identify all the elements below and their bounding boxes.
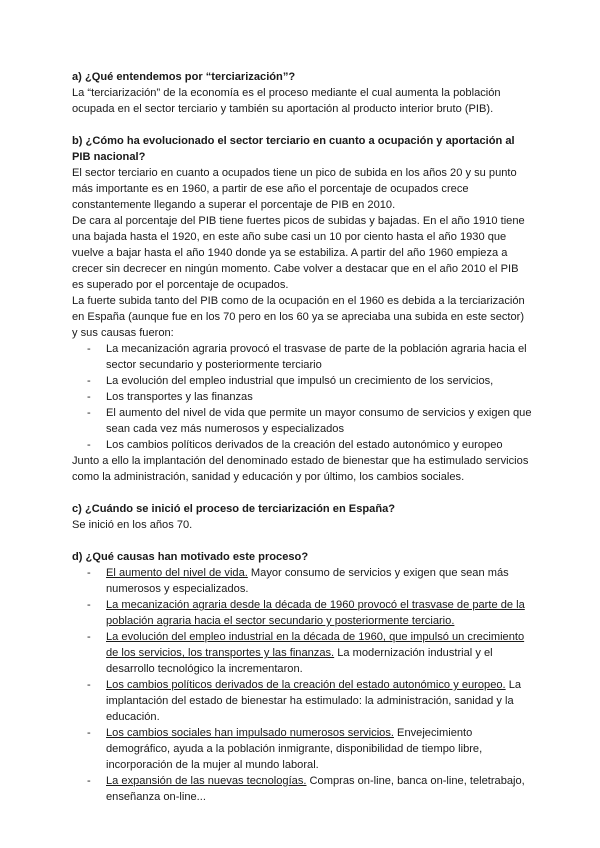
list-item: - El aumento del nivel de vida. Mayor consumo de servicios y exigen que sean más numerosos y especializados. <box>87 567 509 595</box>
list-item: - Los cambios políticos derivados de la creación del estado autonómico y europeo. La implantación del estado de bienestar ha estimulado: la administración, sanidad y la educación. <box>87 679 522 723</box>
section-d <box>72 549 532 805</box>
answer-a: La “terciarización” de la economía es el proceso mediante el cual aumenta la población ocupada en el sector terciario y también su aportación al producto interior bruto (PIB). <box>72 87 501 115</box>
list-item: - El aumento del nivel de vida que permite un mayor consumo de servicios y exigen que sean cada vez más numerosos y especializados <box>87 407 532 435</box>
underlined-cause: Los cambios sociales han impulsado numerosos servicios. <box>106 727 394 739</box>
document-page <box>72 69 532 821</box>
list-item: - La expansión de las nuevas tecnologías. Compras on-line, banca on-line, teletrabajo, enseñanza on-line... <box>87 775 525 803</box>
question-c: c) ¿Cuándo se inició el proceso de terciarización en España? <box>72 503 396 515</box>
answer-b-paragraph-2: De cara al porcentaje del PIB tiene fuertes picos de subidas y bajadas. En el año 1910 tiene una bajada hasta el 1920, en este año sube casi un 10 por ciento hasta el año 1930 que vuelve a bajar hasta el año 1940 donde ya se estabiliza. A partir del año 1960 empieza a crecer sin decrecer en ningún momento. Cabe volver a destacar que en el año 2010 el PIB es superado por el porcentaje de ocupados. <box>72 215 525 291</box>
bullet-dash: - <box>87 391 91 403</box>
bullet-dash: - <box>87 407 91 419</box>
bullet-dash: - <box>87 439 91 451</box>
causes-list-d <box>72 565 532 805</box>
bullet-dash: - <box>87 727 91 739</box>
bullet-dash: - <box>87 599 91 611</box>
bullet-dash: - <box>87 567 91 579</box>
list-item <box>87 597 532 629</box>
bullet-dash: - <box>87 375 91 387</box>
answer-b-paragraph-3: La fuerte subida tanto del PIB como de la ocupación en el 1960 es debida a la terciarización en España (aunque fue en los 70 pero en los 60 ya se apreciaba una subida en este sector) y sus causas fueron: <box>72 295 525 339</box>
question-a: a) ¿Qué entendemos por “terciarización”? <box>72 71 296 83</box>
list-item: - La mecanización agraria provocó el trasvase de parte de la población agraria hacia el sector secundario y posteriormente terciario <box>87 343 527 371</box>
causes-list-b <box>72 341 532 453</box>
list-item: - La evolución del empleo industrial en la década de 1960, que impulsó un crecimiento de los servicios, los transportes y las finanzas. La modernización industrial y el desarrollo tecnológico la incrementaron. <box>87 631 525 675</box>
bullet-dash: - <box>87 775 91 787</box>
underlined-cause: El aumento del nivel de vida. <box>106 567 248 579</box>
bullet-dash: - <box>87 343 91 355</box>
list-item: - Los transportes y las finanzas <box>87 391 253 403</box>
underlined-cause: La expansión de las nuevas tecnologías. <box>106 775 307 787</box>
list-item: - La evolución del empleo industrial que impulsó un crecimiento de los servicios, <box>87 375 494 387</box>
underlined-cause: Los cambios políticos derivados de la creación del estado autonómico y europeo. <box>106 679 506 691</box>
section-c <box>72 501 532 533</box>
answer-b-paragraph-1: El sector terciario en cuanto a ocupados tiene un pico de subida en los años 20 y su punto más importante es en 1960, a partir de ese año el porcentaje de ocupados crece constantemente llegando a superar el porcentaje de PIB en 2010. <box>72 167 517 211</box>
question-b: b) ¿Cómo ha evolucionado el sector terciario en cuanto a ocupación y aportación al PIB nacional? <box>72 135 515 163</box>
question-d: d) ¿Qué causas han motivado este proceso? <box>72 551 309 563</box>
list-item: - Los cambios sociales han impulsado numerosos servicios. Envejecimiento demográfico, ayuda a la población inmigrante, disponibilidad de tiempo libre, incorporación de la mujer al mundo laboral. <box>87 727 483 771</box>
underlined-cause: La mecanización agraria desde la década de 1960 provocó el trasvase de parte de la población agraria hacia el sector secundario y posteriormente terciario. <box>106 599 525 627</box>
bullet-dash: - <box>87 631 91 643</box>
answer-b-paragraph-4: Junto a ello la implantación del denominado estado de bienestar que ha estimulado servicios como la administración, sanidad y educación y por último, los cambios sociales. <box>72 455 529 483</box>
section-a <box>72 69 532 117</box>
answer-c: Se inició en los años 70. <box>72 519 193 531</box>
section-b <box>72 133 532 485</box>
list-item: - Los cambios políticos derivados de la creación del estado autonómico y europeo <box>87 439 503 451</box>
underlined-cause: La evolución del empleo industrial en la década de 1960, que impulsó un crecimiento de los servicios, los transportes y las finanzas. <box>106 631 525 659</box>
bullet-dash: - <box>87 679 91 691</box>
